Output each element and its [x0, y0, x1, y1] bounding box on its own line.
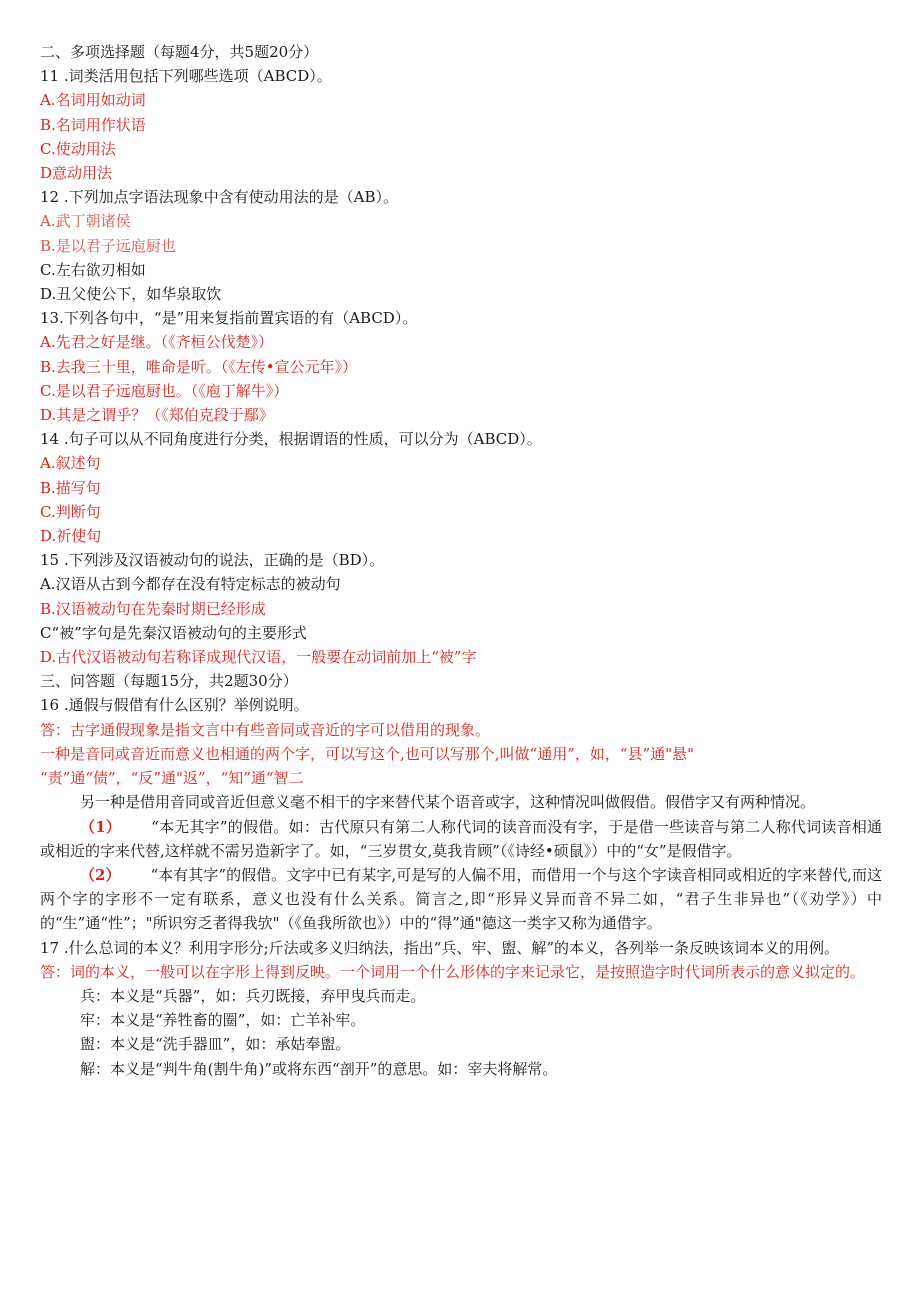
q16-answer-line2: 一种是音同或音近而意义也相通的两个字，可以写这个,也可以写那个,叫做“通用”，如，“县”通"悬" — [40, 744, 695, 763]
q13-option-a: A.先君之好是继。（《齐桓公伐楚》） — [40, 333, 274, 352]
q15-option-c: C“被”字句是先秦汉语被动句的主要形式 — [40, 623, 307, 642]
q15-stem: 15 .下列涉及汉语被动句的说法，正确的是（BD）。 — [40, 551, 385, 570]
q17-stem: 17 .什么总词的本义？利用字形分;斤法或多义归纳法，指出“兵、牢、盥、解”的本义，各列举一条反映该词本义的用例。 — [40, 938, 840, 957]
q12-stem: 12 .下列加点字语法现象中含有使动用法的是（AB）。 — [40, 188, 398, 207]
section3-heading: 三、问答题（每题15分，共2题30分） — [40, 672, 298, 691]
q17-item-jie: 解：本义是“判牛角(割牛角)”或将东西“剖开”的意思。如：宰夫将解常。 — [80, 1059, 558, 1078]
q11-option-d: D意动用法 — [40, 164, 113, 183]
q16-paragraph-jiajie — [40, 790, 882, 814]
q12-option-c: C.左右欲刃相如 — [40, 260, 146, 279]
q13-stem: 13.下列各句中，“是”用来复指前置宾语的有（ABCD）。 — [40, 309, 418, 328]
q16-item2 — [40, 863, 882, 936]
q16-item2-text: “本有其字”的假借。文字中已有某字,可是写的人偏不用，而借用一个与这个字读音相同或相近的字来替代,而这两个字的字形不一定有联系，意义也没有什么关系。简言之,即“形异义异而音不异二如，“君子生非异也”（《劝学》）中的“生”通“性”；"所识穷乏者得我欤"（《鱼我所欲也》）中的“得”通"德这一类字又称为通借字。 — [40, 865, 883, 933]
q15-option-a: A.汉语从古到今都存在没有特定标志的被动句 — [40, 575, 341, 594]
q13-option-d: D.其是之谓乎？（《郑伯克段于鄢》 — [40, 406, 274, 425]
q16-paragraph-text: 另一种是借用音同或音近但意义毫不相干的字来替代某个语音或字，这种情况叫做假借。假借字又有两种情况。 — [80, 793, 816, 812]
q16-stem: 16 .通假与假借有什么区别？举例说明。 — [40, 696, 309, 715]
q11-option-c: C.使动用法 — [40, 139, 116, 158]
q16-item1 — [40, 815, 882, 863]
q15-option-b: B.汉语被动句在先秦时期已经形成 — [40, 599, 266, 618]
q17-item-lao: 牢：本义是“养牲畜的圈”，如：亡羊补牢。 — [80, 1011, 366, 1030]
q11-stem: 11 .词类活用包括下列哪些选项（ABCD）。 — [40, 67, 332, 86]
q14-stem: 14 .句子可以从不同角度进行分类，根据谓语的性质，可以分为（ABCD）。 — [40, 430, 542, 449]
q11-option-a: A.名词用如动词 — [40, 91, 146, 110]
q13-option-c: C.是以君子远庖厨也。（《庖丁解牛》） — [40, 381, 289, 400]
q17-item-bing: 兵：本义是“兵器”，如：兵刃既接，弃甲曳兵而走。 — [80, 986, 426, 1005]
q14-option-a: A.叙述句 — [40, 454, 101, 473]
q12-option-b: B.是以君子远庖厨也 — [40, 236, 176, 255]
q12-option-d: D.丑父使公下，如华泉取饮 — [40, 285, 222, 304]
q16-item1-number: （1） — [80, 817, 122, 836]
q14-option-d: D.祈使句 — [40, 527, 102, 546]
q13-option-b: B.去我三十里，唯命是听。（《左传•宣公元年》） — [40, 357, 358, 376]
q16-item2-number: （2） — [80, 865, 121, 884]
q16-item1-text: “本无其字”的假借。如：古代原只有第二人称代词的读音而没有字，于是借一些读音与第二人称代词读音相通或相近的字来代替,这样就不需另造新字了。如，“三岁贯女,莫我肯顾”（《诗经•硕鼠》）中的“女”是假借字。 — [40, 817, 883, 860]
q14-option-b: B.描写句 — [40, 478, 101, 497]
q17-item-guan: 盥：本义是“洗手器皿”，如：承姑奉盥。 — [80, 1035, 351, 1054]
q17-answer: 答：词的本义，一般可以在字形上得到反映。一个词用一个什么形体的字来记录它，是按照造字时代词所表示的意义拟定的。 — [40, 962, 866, 981]
q16-answer-line3: “责”通“债”，“反”通"返”，“知”通“智二 — [40, 769, 304, 788]
q15-option-d: D.古代汉语被动句若称译成现代汉语，一般要在动词前加上“被”字 — [40, 648, 477, 667]
section2-heading: 二、多项选择题（每题4分，共5题20分） — [40, 43, 319, 61]
q16-answer-line1: 答：古字通假现象是指文言中有些音同或音近的字可以借用的现象。 — [40, 720, 491, 739]
q11-option-b: B.名词用作状语 — [40, 115, 146, 134]
q12-option-a: A.武丁朝诸侯 — [40, 212, 131, 231]
q14-option-c: C.判断句 — [40, 502, 101, 521]
